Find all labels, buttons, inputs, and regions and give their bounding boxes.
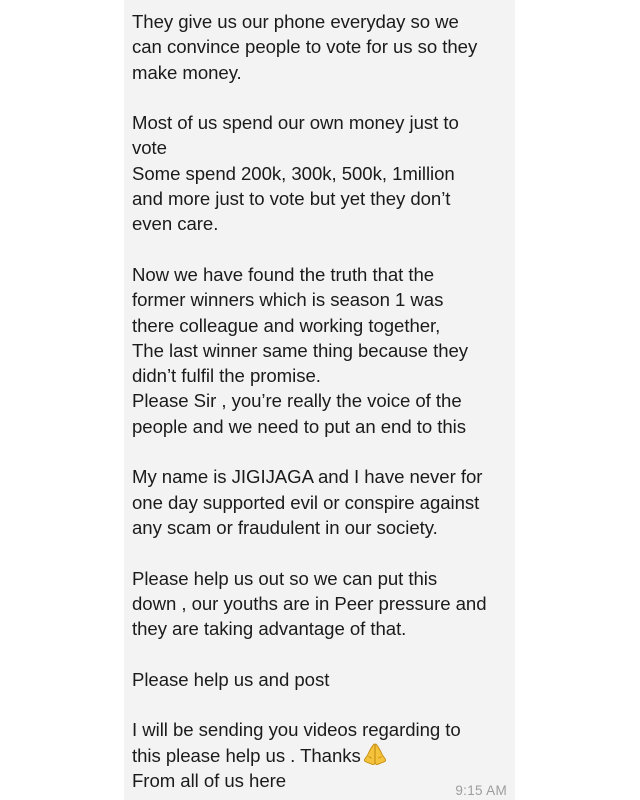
message-line-text: From all of us here: [132, 769, 287, 791]
message-line: [132, 338, 507, 363]
message-line: [132, 616, 507, 641]
message-line-text: this please help us . Thanks: [132, 744, 361, 766]
message-body: [132, 9, 507, 793]
message-line: [132, 9, 507, 34]
message-line: [132, 743, 507, 768]
message-paragraph: [132, 262, 507, 439]
message-line-text: Please help us out so we can put this: [132, 567, 438, 589]
message-line: [132, 717, 507, 742]
message-line: [132, 414, 507, 439]
message-line: [132, 566, 507, 591]
message-line-text: even care.: [132, 213, 219, 235]
message-line-text: any scam or fraudulent in our society.: [132, 516, 438, 538]
message-line: [132, 186, 507, 211]
message-line-text: former winners which is season 1 was: [132, 289, 444, 311]
message-line: [132, 313, 507, 338]
message-line-text: Now we have found the truth that the: [132, 263, 435, 285]
message-line: [132, 490, 507, 515]
message-line: [132, 110, 507, 135]
message-line-text: they are taking advantage of that.: [132, 618, 407, 640]
message-line: [132, 363, 507, 388]
message-line-text: there colleague and working together,: [132, 314, 441, 336]
message-line-text: Some spend 200k, 300k, 500k, 1million: [132, 162, 455, 184]
message-line: [132, 464, 507, 489]
message-line-text: The last winner same thing because they: [132, 339, 469, 361]
message-line-text: make money.: [132, 61, 242, 83]
message-line-text: Please help us and post: [132, 668, 330, 690]
message-line-text: My name is JIGIJAGA and I have never for: [132, 466, 483, 488]
message-line-text: Most of us spend our own money just to: [132, 112, 459, 134]
message-line: [132, 60, 507, 85]
folded-hands-icon: [363, 743, 387, 765]
message-line: [132, 388, 507, 413]
message-line-text: down , our youths are in Peer pressure and: [132, 592, 487, 614]
message-line-text: people and we need to put an end to this: [132, 415, 466, 437]
message-timestamp: 9:15 AM: [455, 783, 507, 798]
message-line: [132, 768, 507, 793]
message-line-text: one day supported evil or conspire against: [132, 491, 480, 513]
message-line: [132, 34, 507, 59]
message-paragraph: [132, 566, 507, 642]
message-paragraph: [132, 717, 507, 793]
message-paragraph: [132, 464, 507, 540]
message-paragraph: [132, 110, 507, 236]
message-paragraph: [132, 667, 507, 692]
message-line-text: and more just to vote but yet they don’t: [132, 188, 451, 210]
message-line: [132, 262, 507, 287]
message-line: [132, 591, 507, 616]
message-line-text: Please Sir , you’re really the voice of the: [132, 390, 462, 412]
message-line-text: I will be sending you videos regarding to: [132, 719, 461, 741]
message-line: [132, 287, 507, 312]
message-line: [132, 135, 507, 160]
message-line: [132, 515, 507, 540]
message-line-text: can convince people to vote for us so they: [132, 36, 478, 58]
message-line: [132, 161, 507, 186]
message-bubble[interactable]: [124, 0, 515, 800]
message-line-text: vote: [132, 137, 167, 159]
message-line-text: They give us our phone everyday so we: [132, 11, 459, 32]
message-paragraph: [132, 9, 507, 85]
message-line-text: didn’t fulfil the promise.: [132, 365, 321, 387]
message-line: [132, 211, 507, 236]
message-line: [132, 667, 507, 692]
